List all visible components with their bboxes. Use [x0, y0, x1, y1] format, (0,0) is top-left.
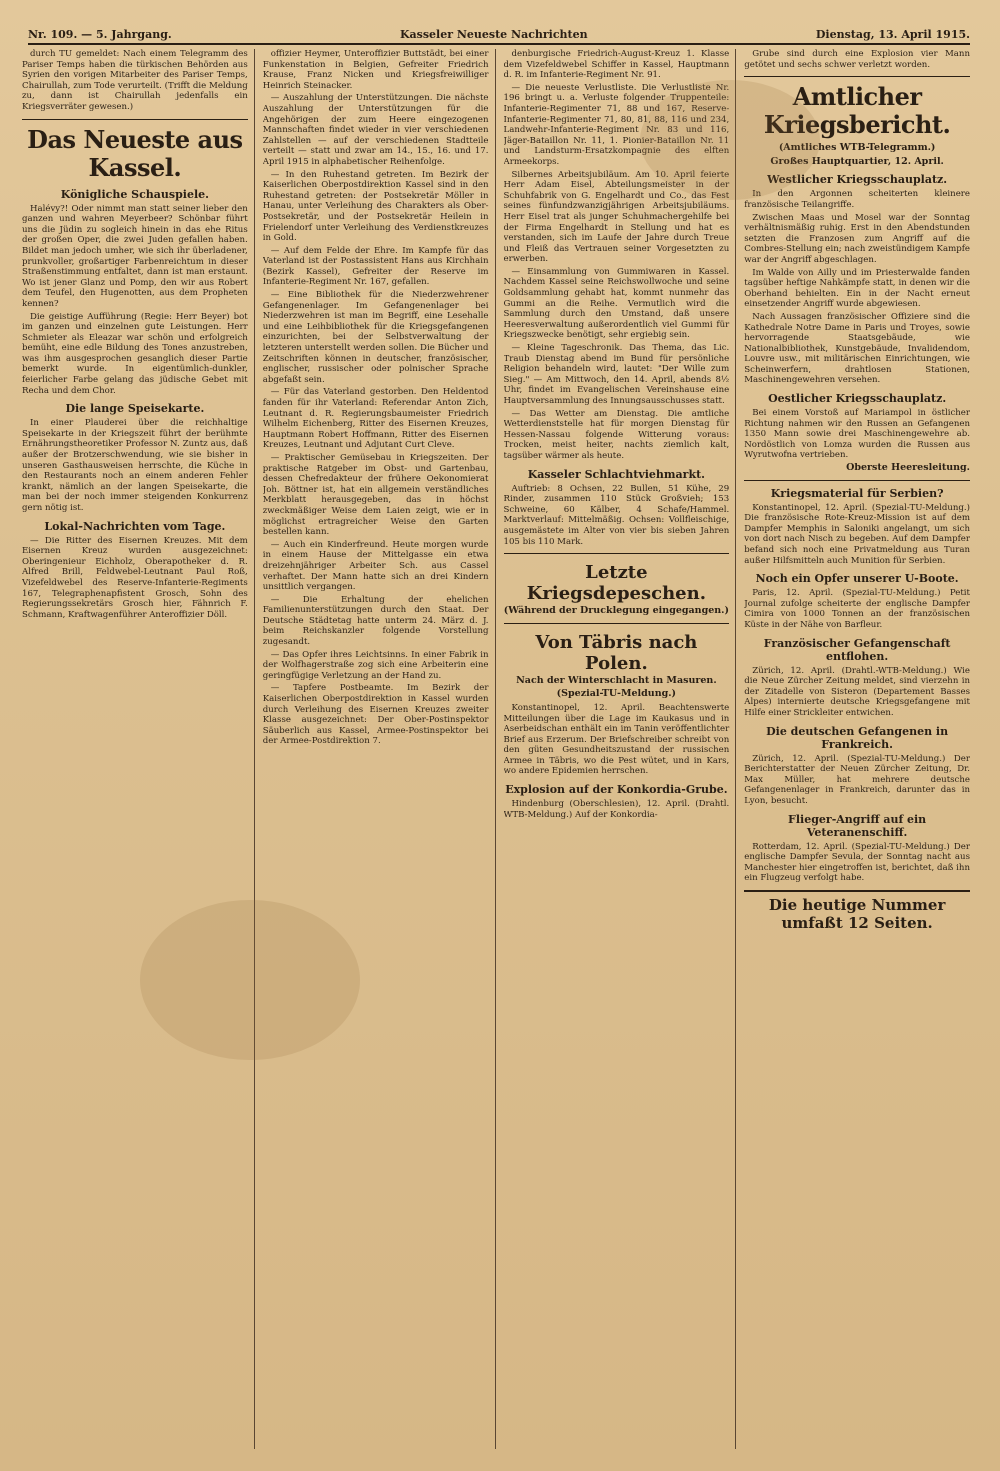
section-subhead: (Während der Drucklegung eingegangen.) [503, 605, 729, 617]
article-heading: Lokal-Nachrichten vom Tage. [44, 519, 226, 533]
article-text: — Praktischer Gemüsebau in Kriegszeiten. Der praktische Ratgeber im Obst- und Gartenbau, dessen Chefredakteur der frühere Oekonomierat Joh. Böttner ist, hat ein allgemein verständliches Merkblatt herausgegeben, das in höchst zweckmäßiger Weise dem Laien zeigt, wie er in möglichst ertragreicher Weise den Garten bestellen kann. [262, 452, 489, 538]
article-source: (Amtliches WTB-Telegramm.) [778, 142, 936, 154]
article-heading: Explosion auf der Konkordia-Grube. [505, 783, 728, 797]
article-heading: Von Täbris nach Polen. [535, 631, 698, 674]
signature: Oberste Heeresleitung. [846, 462, 970, 474]
article-text: — In den Ruhestand getreten. Im Bezirk der Kaiserlichen Oberpostdirektion Kassel sind in den Ruhestand getreten: der Postsekretär Möller in Hanau, unter Verleihung des Charakters als Ober-Postsekretär, und der Postsekretär Heilein in Frielendorf unter Verleihung des Verdienstkreuzes in Gold. [262, 169, 489, 244]
divider [22, 119, 248, 120]
divider [744, 76, 970, 77]
issue-number: Nr. 109. — 5. Jahrgang. [28, 28, 172, 41]
article-heading: Oestlicher Kriegsschauplatz. [768, 392, 947, 406]
article-text: — Das Wetter am Dienstag. Die amtliche Wetterdienststelle hat für morgen Dienstag für Hessen-Nassau folgende Witterung voraus: Trocken, meist heiter, nachts ziemlich kalt, tagsüber wärmer als heute. [503, 408, 730, 461]
column-4 [744, 49, 976, 1449]
article-heading: Flieger-Angriff auf ein Veteranenschiff. [788, 812, 927, 839]
article-text: — Auch ein Kinderfreund. Heute morgen wurde in einem Hause der Mittelgasse ein etwa dreizehnjähriger Arbeiter Sch. aus Cassel verhaftet. Der Mann hatte sich an drei Kindern unsittlich vergangen. [262, 539, 489, 593]
article-text: Auftrieb: 8 Ochsen, 22 Bullen, 51 Kühe, 29 Rinder, zusammen 110 Stück Großvieh; 153 Schweine, 60 Kälber, 4 Schafe/Hammel. Marktverlauf: Mittelmäßig. Ochsen: Vollfleischige, ausgemästete im Alter von vier bis sieben Jahren 105 bis 110 Mark. [503, 483, 730, 547]
divider [504, 623, 730, 624]
article-text: In einer Plauderei über die reichhaltige Speisekarte in der Kriegszeit führt der berühmte Ernährungstheoretiker Professor N. Zuntz aus, daß außer der Brotzerschwendung, wie sie bisher in unseren Gasthausweisen herrschte, die Küche in den Restaurants noch an einem anderen Fehler krankt, nämlich an der langen Speisekarte, die man bei der noch immer steigenden Konkurrenz gern nötig ist. [22, 418, 248, 513]
article-text: Zürich, 12. April. (Drahtl.-WTB-Meldung.) Wie die Neue Zürcher Zeitung meldet, sind vierzehn in der Zitadelle von Sisteron (Departement Basses Alpes) internierte deutsche Kriegsgefangene mit Hilfe einer Strickleiter entwichen. [744, 665, 970, 718]
article-heading: Königliche Schauspiele. [60, 187, 209, 201]
article-text: — Auf dem Felde der Ehre. Im Kampfe für das Vaterland ist der Postassistent Hans aus Kirchhain (Bezirk Kassel), Gefreiter der Reserve im Infanterie-Regiment Nr. 167, gefallen. [262, 245, 489, 288]
column-3 [504, 49, 737, 1449]
article-text: Silbernes Arbeitsjubiläum. Am 10. April feierte Herr Adam Eisel, Abteilungsmeister in der Schuhfabrik von G. Engelhardt und Co., das Fest seines fünfundzwanzigjährigen Arbeitsjubiläums. Herr Eisel trat als junger Schuhmachergehilfe bei der Firma Engelhardt in Stellung und hat es verstanden, sich im Laufe der Jahre durch Treue und Fleiß das Vertrauen seiner Vorgesetzten zu erwerben. [503, 169, 730, 265]
article-heading: Französischer Gefangenschaft entflohen. [763, 636, 951, 663]
article-text: — Tapfere Postbeamte. Im Bezirk der Kaiserlichen Oberpostdirektion in Kassel wurden durch Verleihung des Eisernen Kreuzes zweiter Klasse ausgezeichnet: Der Ober-Postinspektor Säuberlich aus Kassel, Armee-Postinspektor bei der Armee-Postdirektion 7. [262, 683, 489, 747]
article-heading: Noch ein Opfer unserer U-Boote. [755, 572, 959, 586]
columns [22, 49, 976, 1449]
section-headline: Das Neueste aus Kassel. [27, 124, 243, 182]
article-text: — Kleine Tageschronik. Das Thema, das Lic. Traub Dienstag abend im Bund für persönliche Religion behandeln wird, lautet: "Der Wille zum Sieg." — Am Mittwoch, den 14. April, abends 8½ Uhr, findet im Evangelischen Vereinshause eine Hauptversammlung des Innungsausschusses statt. [503, 343, 730, 406]
article-text: — Die neueste Verlustliste. Die Verlustliste Nr. 196 bringt u. a. Verluste folgender Truppenteile: Infanterie-Regimenter 71, 88 und 167, Reserve-Infanterie-Regimenter 71, 80, 81, 88, 116 und 234, Landwehr-Infanterie-Regiment Nr. 83 und 116, Jäger-Bataillon Nr. 11, 1. Pionier-Bataillon Nr. 11 und Landsturm-Ersatzkompagnie des elften Armeekorps. [503, 82, 730, 167]
column-1 [22, 49, 255, 1449]
article-text: Zürich, 12. April. (Spezial-TU-Meldung.) Der Berichterstatter der Neuen Zürcher Zeitung, Dr. Max Müller, hat mehrere deutsche Gefangenenlager in Frankreich, darunter das in Lyon, besucht. [744, 753, 970, 806]
article-heading: Kriegsmaterial für Serbien? [770, 486, 944, 500]
article-text: Im Walde von Ailly und im Priesterwalde fanden tagsüber heftige Nahkämpfe statt, in denen wir die Oberhand behielten. Ein in der Nacht erneut einsetzender Angriff wurde abgewiesen. [744, 267, 970, 310]
article-text: offizier Heymer, Unteroffizier Buttstädt, bei einer Funkenstation in Belgien, Gefreiter Friedrich Krause, Franz Nicken und Kriegsfreiwilliger Heinrich Steinacker. [262, 49, 489, 91]
article-heading: Die lange Speisekarte. [65, 402, 205, 416]
dateline: Großes Hauptquartier, 12. April. [770, 155, 944, 167]
article-text: — Die Erhaltung der ehelichen Familienunterstützungen durch den Staat. Der Deutsche Städtetag hatte unterm 24. März d. J. beim Reichskanzler folgende Vorstellung zugesandt. [262, 594, 489, 648]
article-text: Nach Aussagen französischer Offiziere sind die Kathedrale Notre Dame in Paris und Troyes, sowie hervorragende Staatsgebäude, wie Nationalbibliothek, Kunstgebäude, Invalidendom, Louvre usw., mit militärischen Einrichtungen, wie Scheinwerfern, drahtlosen Stationen, Maschinengewehren versehen. [744, 311, 970, 386]
masthead-title: Kasseler Neueste Nachrichten [399, 28, 588, 41]
article-heading: Kasseler Schlachtviehmarkt. [527, 467, 705, 481]
column-2 [263, 49, 496, 1449]
article-text: denburgische Friedrich-August-Kreuz 1. Klasse dem Vizefeldwebel Schiffer in Kassel, Hauptmann d. R. im Infanterie-Regiment Nr. 91. [503, 49, 730, 81]
article-text: — Auszahlung der Unterstützungen. Die nächste Auszahlung der Unterstützungen für die Angehörigen der zum Heere eingezogenen Mannschaften findet wieder in vier verschiedenen Zahlstellen — auf der verschiedenen Stadtteile verteilt — statt und zwar am 14., 15., 16. und 17. April 1915 in alphabetischer Reihenfolge. [262, 93, 489, 167]
article-text: — Das Opfer ihres Leichtsinns. In einer Fabrik in der Wolfhagerstraße zog sich eine Arbeiterin eine geringfügige Verletzung an der Hand zu. [262, 649, 489, 681]
article-text: Zwischen Maas und Mosel war der Sonntag verhältnismäßig ruhig. Erst in den Abendstunden setzten die Franzosen zum Angriff auf die Combres-Stellung ein; nach zweistündigem Kampfe war der Angriff abgeschlagen. [744, 212, 970, 265]
divider [504, 553, 730, 554]
article-heading: Die deutschen Gefangenen in Frankreich. [766, 724, 949, 751]
article-text: — Eine Bibliothek für die Niederzwehrener Gefangenenlager. Im Gefangenenlager bei Niederzwehren ist man im Begriff, eine Lesehalle und eine Leihbibliothek für die Kriegsgefangenen einzurichten, bei der Selbstverwaltung der letzteren unterstellt werden sollen. Die Bücher und Zeitschriften können in deutscher, französischer, englischer, russischer oder polnischer Sprache abgefaßt sein. [262, 290, 489, 385]
article-text: Paris, 12. April. (Spezial-TU-Meldung.) Petit Journal zufolge scheiterte der englische Dampfer Cimira von 1000 Tonnen an der französischen Küste in der Nähe von Barfleur. [744, 588, 970, 630]
article-subhead: Nach der Winterschlacht in Masuren. [516, 674, 717, 686]
issue-date: Dienstag, 13. April 1915. [815, 28, 970, 41]
article-text: durch TU gemeldet: Nach einem Telegramm des Pariser Temps haben die türkischen Behörden aus Syrien den vorigen Mitarbeiter des Pariser Temps, Chairullah, zum Tode verurteilt. (Trifft die Meldung zu, dann ist Chairullah jedenfalls ein Kriegsverräter gewesen.) [22, 49, 248, 112]
article-heading: Westlicher Kriegsschauplatz. [767, 173, 948, 187]
edition-note: Die heutige Nummer umfaßt 12 Seiten. [744, 890, 970, 932]
article-text: Halévy?! Oder nimmt man statt seiner lieber den ganzen und wahren Meyerbeer? Schönbar führt uns die Jüdin zu sogleich hinein in das ehe Ritus der großen Oper, die zwei Juden gefallen haben. Bildet man jedoch umher, wie sich ihr überladener, prunkvoller, großartiger Farbenreichtum in dieser Straßenstimmung entfaltet, dann ist man erstaunt. Wo ist jener Glanz und Pomp, den wir aus Robert dem Teufel, den Hugenotten, aus dem Propheten kennen? [22, 203, 248, 309]
article-text: Rotterdam, 12. April. (Spezial-TU-Meldung.) Der englische Dampfer Sevula, der Sonntag nacht aus Manchester hier eingetroffen ist, berichtet, daß ihn ein Flugzeug verfolgt habe. [744, 841, 970, 884]
section-headline: Letzte Kriegsdepeschen. [526, 562, 706, 605]
article-text: — Einsammlung von Gummiwaren in Kassel. Nachdem Kassel seine Reichswollwoche und seine Goldsammlung gehabt hat, kommt nunmehr das Gummi an die Reihe. Vermutlich wird die Sammlung durch den Umstand, daß unsere Heeresverwaltung außerordentlich viel Gummi für Kriegszwecke benötigt, sehr ergiebig sein. [503, 266, 730, 341]
article-text: Bei einem Vorstoß auf Mariampol in östlicher Richtung nahmen wir den Russen an Gefangenen 1350 Mann sowie drei Maschinengewehre ab. Nordöstlich von Lomza wurden die Russen aus Wyrutwofna vertrieben. [744, 408, 970, 461]
running-head [28, 28, 970, 45]
article-text: Konstantinopel, 12. April. Beachtenswerte Mitteilungen über die Lage im Kaukasus und in Aserbeidschan enthält ein im Tanin veröffentlichter Brief aus Erzerum. Der Briefschreiber schreibt von den güten Gesundheitszustand der russischen Armee in Täbris, wo die Pest wütet, und in Kars, wo andere Epidemien herrschen. [503, 702, 730, 777]
article-text: — Die Ritter des Eisernen Kreuzes. Mit dem Eisernen Kreuz wurden ausgezeichnet: Oberingenieur Eichholz, Oberapotheker d. R. Alfred Brill, Feldwebel-Leutnant Paul Roß, Vizefeldwebel des Reserve-Infanterie-Regiments 167, Telegraphenapfistent Grosch, Sohn des Regierungssekretärs Grosch hier, Fähnrich F. Schmann, Kraftwagenführer Anteroffizier Döll. [22, 535, 248, 620]
article-text: Konstantinopel, 12. April. (Spezial-TU-Meldung.) Die französische Rote-Kreuz-Mission ist auf dem Dampfer Memphis in Saloniki angelangt, um sich von dort nach Nisch zu begeben. Auf dem Dampfer befand sich noch eine Privatmeldung aus Turan außer Hilfsmitteln auch Munition für Serbien. [744, 502, 970, 566]
section-headline: Amtlicher Kriegsbericht. [763, 82, 951, 140]
article-text: — Für das Vaterland gestorben. Den Heldentod fanden für ihr Vaterland: Referendar Anton Zich, Leutnant d. R. Regierungsbaumeister Friedrich Wilhelm Eichenberg, Ritter des Eisernen Kreuzes, Hauptmann Robert Hoffmann, Ritter des Eisernen Kreuzes, Leutnant und Adjutant Curt Cleve. [262, 387, 489, 451]
article-source: (Spezial-TU-Meldung.) [556, 688, 677, 700]
divider [744, 480, 970, 481]
article-text: In den Argonnen scheiterten kleinere französische Teilangriffe. [744, 189, 970, 210]
article-text: Grube sind durch eine Explosion vier Mann getötet und sechs schwer verletzt worden. [744, 49, 970, 70]
article-text: Die geistige Aufführung (Regie: Herr Beyer) bot im ganzen und einzelnen gute Leistungen. Herr Schmieter als Eleazar war schön und erfolgreich bemüht, eine edle Bildung des Tones anzustreben, was ihm ausgesprochen gesanglich dieser Partie bemerkt wurde. In eigentümlich-dunkler, feierlicher Farbe gelang das jüdische Gebet mit Recha und dem Chor. [22, 311, 248, 396]
article-text: Hindenburg (Oberschlesien), 12. April. (Drahtl. WTB-Meldung.) Auf der Konkordia- [503, 799, 730, 820]
